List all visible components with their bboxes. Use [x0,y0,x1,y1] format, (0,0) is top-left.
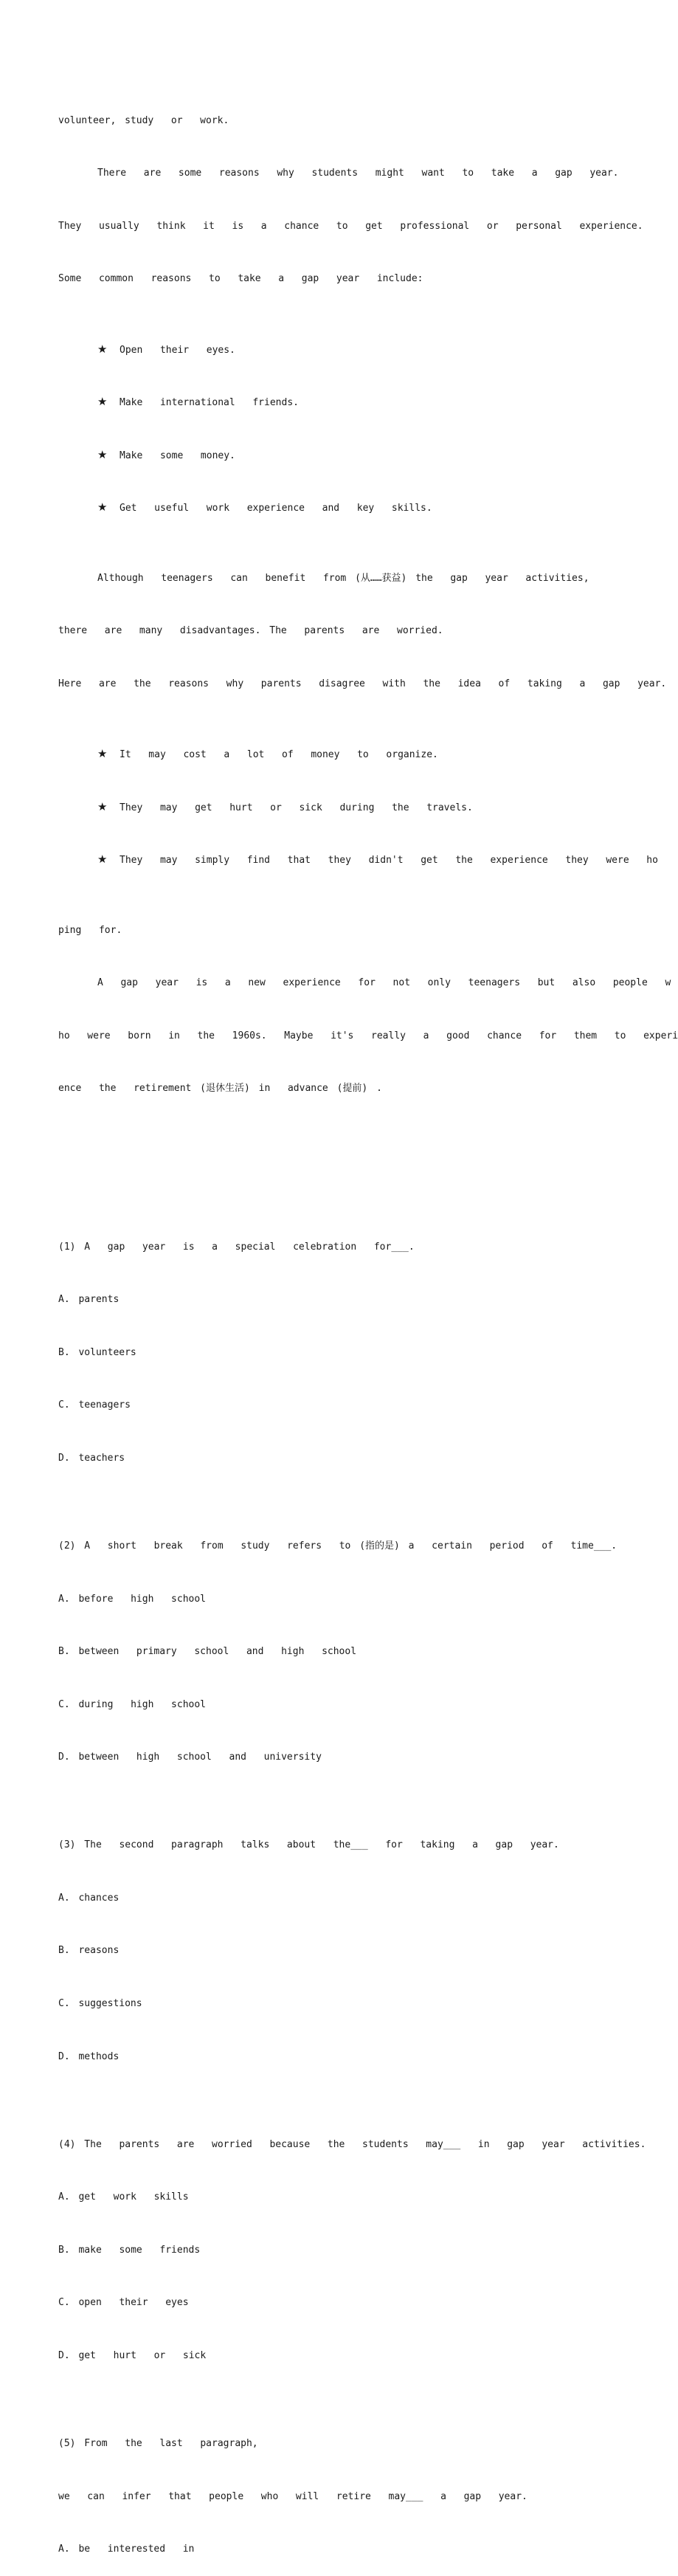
passage-line: Some common reasons to take a gap year include: [58,273,423,285]
answer-option: A. be interested in [58,2544,195,2555]
answer-option: C. teenagers [58,1399,131,1411]
answer-option: D. methods [58,2050,120,2062]
star-icon: ★ [97,799,108,813]
question-stem: (2) A short break from study refers to (指的是) a certain period of time___. [58,1540,618,1552]
answer-option: D. teachers [58,1452,125,1464]
answer-option: A. parents [58,1294,120,1306]
bullet-item: ★ They may get hurt or sick during the travels. [58,799,584,816]
answer-option: C. open their eyes [58,2297,189,2309]
bullet-item: ★ Make some money. [58,447,584,464]
question-stem: (3) The second paragraph talks about the___ for taking a gap year. [58,1839,559,1851]
answer-option: C. suggestions [58,1997,142,2009]
spacer [58,1150,584,1168]
question-stem: (5) From the last paragraph, [58,2438,258,2450]
question-stem-continued: we can infer that people who will retire may___ a gap year. [58,2490,527,2502]
passage-line: ho were born in the 1960s. Maybe it's really a good chance for them to experi [58,1030,678,1041]
star-icon: ★ [97,395,108,409]
passage-line: ping for. [58,924,122,936]
question-stem: (1) A gap year is a special celebration for___. [58,1241,415,1253]
answer-option: B. between primary school and high school [58,1646,357,1658]
bullet-item: ★ Make international friends. [58,393,584,411]
passage-line: There are some reasons why students might want to take a gap year. [97,168,619,179]
answer-option: A. get work skills [58,2191,189,2203]
bullet-item: ★ It may cost a lot of money to organize. [58,745,584,763]
star-icon: ★ [97,747,108,761]
answer-option: D. get hurt or sick [58,2349,207,2361]
passage-line: Here are the reasons why parents disagree with the idea of taking a gap year. [58,678,667,689]
star-icon: ★ [97,342,108,356]
bullet-item: ★ Open their eyes. [58,341,584,359]
question-stem: (4) The parents are worried because the students may___ in gap year activities. [58,2138,646,2150]
answer-option: A. chances [58,1892,120,1904]
star-icon: ★ [97,447,108,461]
answer-option: A. before high school [58,1593,207,1605]
bullet-item: ★ They may simply find that they didn't get the experience they were ho [58,851,584,869]
passage-line: volunteer, study or work. [58,114,229,126]
passage-line: A gap year is a new experience for not only teenagers but also people w [97,977,671,989]
answer-option: B. make some friends [58,2244,201,2256]
answer-option: B. volunteers [58,1346,136,1358]
answer-option: C. during high school [58,1698,207,1710]
answer-option: D. between high school and university [58,1752,322,1763]
answer-option: B. reasons [58,1945,120,1957]
passage-line: They usually think it is a chance to get professional or personal experience. [58,220,643,232]
star-icon: ★ [97,500,108,514]
passage-line: there are many disadvantages. The parents are worried. [58,625,443,637]
document-page [58,77,678,2576]
bullet-item: ★ Get useful work experience and key skills. [58,499,584,517]
passage-line: ence the retirement (退休生活) in advance (提前) . [58,1083,382,1095]
star-icon: ★ [97,853,108,867]
passage-line: Although teenagers can benefit from (从……获益) the gap year activities, [97,572,589,584]
